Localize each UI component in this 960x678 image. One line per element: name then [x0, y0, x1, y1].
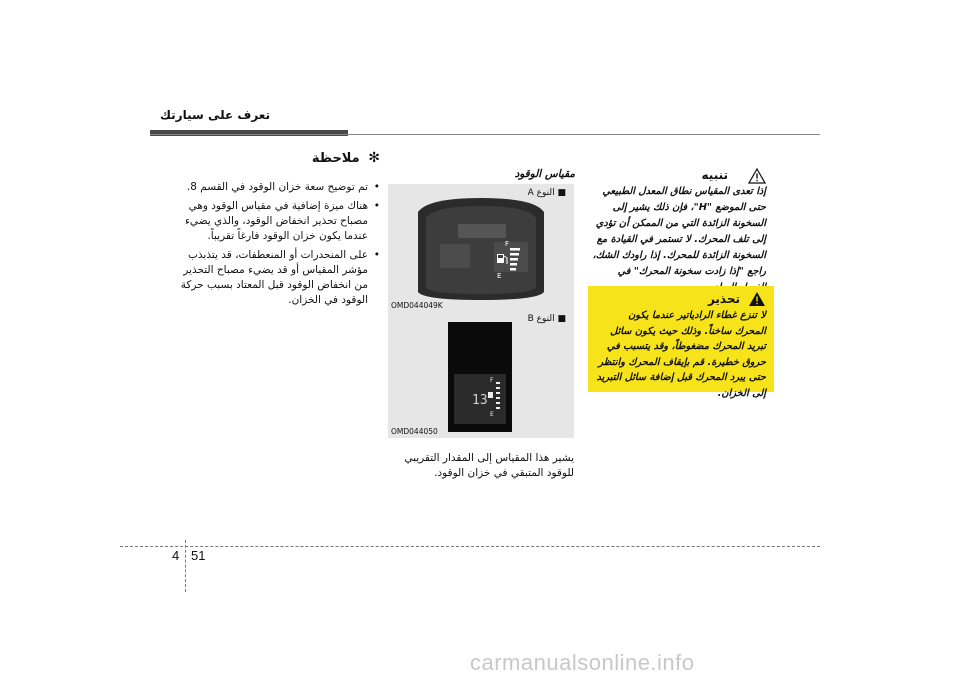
fuel-pump-icon-b — [488, 392, 493, 398]
notes-list — [180, 180, 380, 312]
notes-heading: ملاحظة — [311, 151, 360, 166]
warning-text: لا تنزع غطاء الرادياتير عندما يكون المحرك ساخناً. وذلك حيث يكون سائل تبريد المحرك مضغوطاً، وقد يتسبب في حروق خطيرة. قم بإيقاف المحرك وانتظر حتى يبرد المحرك قبل إضافة سائل التبريد إلى الخزان. — [596, 310, 766, 399]
empty-letter: E — [497, 272, 502, 280]
caution-triangle-icon — [748, 168, 766, 184]
chapter-title: تعرف على سيارتك — [160, 108, 271, 122]
page-number: 51 — [191, 548, 206, 563]
gauge-caption: يشير هذا المقياس إلى المقدار التقريبي للوقود المتبقي في خزان الوقود. — [404, 452, 574, 479]
figure-code-b: OMD044050 — [391, 427, 438, 436]
empty-letter-b: E — [490, 411, 494, 418]
gauge-section-title: مقياس الوقود — [514, 168, 575, 180]
notes-item: • على المنحدرات أو المنعطفات، قد يتذبذب مؤشر المقياس أو قد يضيء مصباح التحذير من انخفاض الوقود قبل المعتاد بسبب حركة الوقود في الخزان. — [180, 248, 380, 308]
caution-text: إذا تعدى المقياس نطاق المعدل الطبيعي حتى الموضع "H"، فإن ذلك يشير إلى السخونة الزائدة التي من الممكن أن تؤدي إلى تلف المحرك. لا تستمر في القيادة مع السخونة الزائدة للمحرك. إذا راودك الشك، راجع "إذا زادت سخونة المحرك" في — [592, 186, 766, 277]
type-a-label: ■ النوع A — [527, 188, 566, 198]
warning-box — [588, 286, 774, 399]
header-rule — [150, 134, 820, 135]
header-bar — [150, 130, 348, 136]
figure-type-b — [388, 310, 574, 438]
odometer-digits: 13 — [472, 393, 488, 408]
notes-item: • هناك ميزة إضافية في مقياس الوقود وهي مصباح تحذير انخفاض الوقود، والذي يضيء عندما يكون خزان الوقود فارغاً تقريباً. — [180, 199, 380, 244]
watermark-text: carmanualsonline.info — [470, 650, 695, 675]
footer-rule — [120, 546, 820, 547]
notes-title — [290, 150, 380, 166]
figure-code-a: OMD044049K — [391, 301, 443, 310]
full-letter-b: F — [490, 377, 494, 384]
asterisk-icon: ✻ — [368, 150, 380, 166]
warning-title: تحذير — [707, 292, 740, 306]
full-letter: F — [505, 240, 510, 248]
caution-title: تنبيه — [701, 168, 728, 182]
warning-triangle-icon — [748, 291, 766, 307]
page-divider — [185, 540, 186, 592]
caution-box — [588, 168, 774, 277]
instrument-cluster-illustration — [388, 184, 574, 312]
notes-item: • تم توضيح سعة خزان الوقود في القسم 8. — [180, 180, 380, 195]
figure-type-a — [388, 184, 574, 312]
type-b-label: ■ النوع B — [527, 314, 566, 324]
chapter-number: 4 — [172, 548, 180, 563]
digital-display-illustration — [388, 310, 574, 438]
